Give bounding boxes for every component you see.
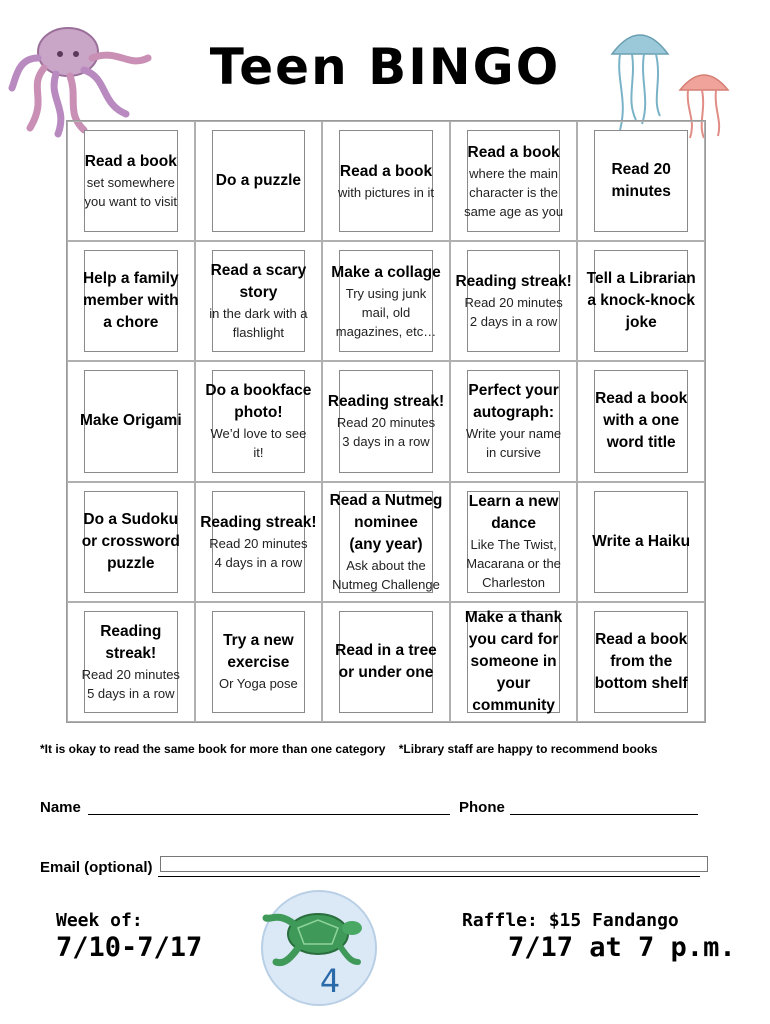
bingo-cell-content: [578, 122, 704, 240]
bingo-cell-detail: Ask about the Nutmeg Challenge: [332, 557, 440, 592]
bingo-cell-content: [68, 483, 194, 601]
bingo-cell: [322, 482, 450, 602]
notes: [40, 742, 668, 756]
bingo-cell-title: Try a new exercise: [223, 632, 294, 672]
bingo-cell-detail: where the main character is the same age as you: [464, 165, 564, 219]
bingo-cell-content: [196, 122, 322, 240]
bingo-cell-title: Reading streak!: [200, 513, 317, 531]
bingo-cell: [67, 482, 195, 602]
bingo-cell-title: Read a book with a one word title: [595, 390, 688, 452]
bingo-cell: [577, 121, 705, 241]
bingo-cell-title: Reading streak!: [455, 273, 572, 291]
bingo-cell: [195, 241, 323, 361]
bingo-cell: [450, 602, 578, 722]
bingo-cell-content: [68, 122, 194, 240]
bingo-cell-detail: with pictures in it: [337, 184, 435, 200]
email-underline: [158, 858, 700, 877]
bingo-cell-content: [578, 603, 704, 721]
bingo-cell-detail: Try using junk mail, old magazines, etc…: [335, 285, 437, 339]
badge-number: 4: [319, 962, 341, 1000]
bingo-cell-content: [196, 362, 322, 480]
bingo-cell-title: Read a book from the bottom shelf: [594, 630, 688, 692]
bingo-cell-title: Do a Sudoku or crossword puzzle: [81, 510, 180, 572]
turtle-badge-icon: [258, 888, 380, 1008]
bingo-cell: [322, 361, 450, 481]
bingo-cell: [67, 361, 195, 481]
bingo-cell: [67, 121, 195, 241]
bingo-cell-content: [323, 242, 449, 360]
bingo-cell-title: Read in a tree or under one: [335, 641, 437, 681]
bingo-cell: [577, 602, 705, 722]
bingo-cell-detail: Or Yoga pose: [218, 676, 298, 692]
bingo-cell-detail: in the dark with a flashlight: [209, 306, 308, 341]
bingo-cell: [450, 121, 578, 241]
bingo-cell: [322, 241, 450, 361]
bingo-cell-title: Tell a Librarian a knock-knock joke: [586, 270, 696, 332]
bingo-cell-content: [196, 242, 322, 360]
bingo-cell-title: Reading streak!: [100, 622, 162, 662]
bingo-cell: [195, 482, 323, 602]
bingo-cell: [577, 361, 705, 481]
bingo-cell-content: [451, 122, 577, 240]
bingo-cell-content: [451, 242, 577, 360]
bingo-cell-content: [578, 362, 704, 480]
bingo-cell-detail: Read 20 minutes 4 days in a row: [209, 535, 308, 570]
bingo-cell-title: Make Origami: [79, 412, 182, 430]
bingo-cell-content: [68, 242, 194, 360]
bingo-cell-title: Write a Haiku: [592, 532, 691, 550]
bingo-cell: [195, 602, 323, 722]
bingo-cell-title: Read a book: [467, 143, 560, 161]
bingo-cell-content: [196, 603, 322, 721]
bingo-cell: [450, 482, 578, 602]
bingo-cell-content: [451, 603, 577, 721]
bingo-cell-content: [68, 362, 194, 480]
bingo-cell-title: Help a family member with a chore: [82, 270, 179, 332]
phone-label: Phone: [459, 799, 505, 816]
bingo-cell: [322, 121, 450, 241]
bingo-cell: [577, 241, 705, 361]
bingo-cell-title: Read a scary story: [210, 262, 307, 302]
bingo-cell-title: Do a bookface photo!: [205, 382, 312, 422]
page-title: Teen BINGO: [209, 38, 561, 96]
phone-field[interactable]: [510, 796, 698, 815]
bingo-cell-title: Make a thank you card for someone in your community: [464, 608, 563, 714]
bingo-cell-title: Make a collage: [331, 263, 441, 281]
bingo-cell-content: [451, 362, 577, 480]
bingo-cell-content: [578, 483, 704, 601]
week-dates: 7/10-7/17: [56, 932, 203, 963]
bingo-cell: [67, 241, 195, 361]
bingo-cell-content: [323, 603, 449, 721]
bingo-cell-title: Do a puzzle: [215, 172, 302, 190]
note-same-book: *It is okay to read the same book for more than one category: [40, 742, 386, 756]
bingo-cell-detail: We’d love to see it!: [210, 426, 307, 461]
bingo-cell-content: [323, 362, 449, 480]
bingo-cell: [450, 361, 578, 481]
bingo-cell-detail: set somewhere you want to visit: [84, 175, 178, 210]
bingo-cell-content: [323, 122, 449, 240]
bingo-cell-content: [451, 483, 577, 601]
bingo-cell-title: Learn a new dance: [468, 493, 559, 533]
bingo-cell-detail: Like The Twist, Macarana or the Charleston: [466, 537, 561, 591]
bingo-cell-detail: Write your name in cursive: [466, 426, 562, 461]
bingo-cell-detail: Read 20 minutes 2 days in a row: [464, 295, 563, 330]
raffle-date: 7/17 at 7 p.m.: [508, 932, 736, 963]
raffle-label: Raffle: $15 Fandango: [462, 910, 679, 931]
bingo-cell: [67, 602, 195, 722]
bingo-cell-title: Perfect your autograph:: [468, 382, 559, 422]
bingo-grid: [66, 120, 706, 723]
bingo-cell-title: Read a book: [339, 162, 433, 180]
bingo-cell-content: [196, 483, 322, 601]
email-label: Email (optional): [40, 859, 153, 876]
name-field[interactable]: [88, 796, 450, 815]
bingo-cell-detail: Read 20 minutes 3 days in a row: [336, 415, 436, 450]
bingo-cell: [195, 361, 323, 481]
bingo-cell: [450, 241, 578, 361]
bingo-cell-title: Reading streak!: [327, 393, 445, 411]
bingo-cell-content: [68, 603, 194, 721]
bingo-cell-content: [323, 483, 449, 601]
bingo-cell: [195, 121, 323, 241]
bingo-cell-title: Read a Nutmeg nominee (any year): [329, 491, 443, 553]
bingo-cell-detail: Read 20 minutes 5 days in a row: [81, 666, 180, 701]
bingo-cell: [577, 482, 705, 602]
bingo-cell: [322, 602, 450, 722]
bingo-cell-title: Read a book: [84, 153, 177, 171]
bingo-cell-title: Read 20 minutes: [611, 161, 671, 201]
bingo-cell-content: [578, 242, 704, 360]
week-label: Week of:: [56, 910, 143, 931]
note-staff-recommend: *Library staff are happy to recommend books: [398, 742, 658, 756]
name-label: Name: [40, 799, 81, 816]
